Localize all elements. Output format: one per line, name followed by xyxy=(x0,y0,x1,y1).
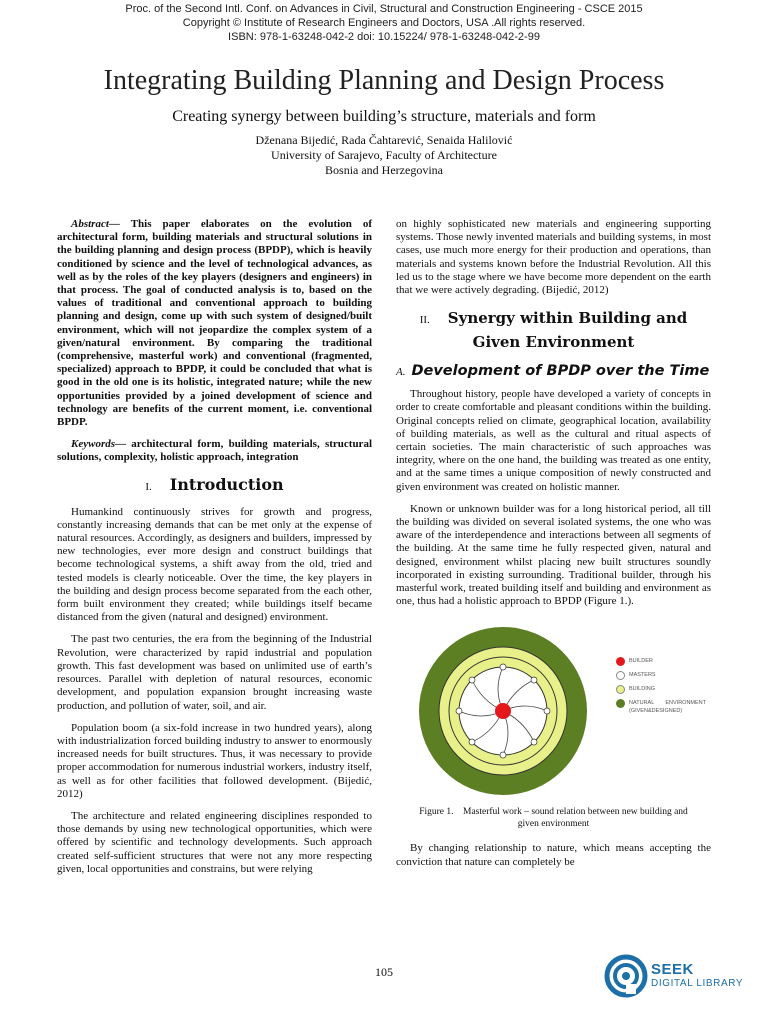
section-number: I. xyxy=(145,480,152,493)
legend-label: NATURAL ENVIRONMENT (GIVEN&DESIGNED) xyxy=(629,700,706,715)
keywords xyxy=(57,438,372,464)
figure-legend xyxy=(616,657,706,713)
conference-line: Proc. of the Second Intl. Conf. on Advances in Civil, Structural and Construction Engineering - CSCE 2015 xyxy=(125,3,643,15)
legend-item xyxy=(616,685,706,699)
keywords-text: architectural form, building materials, structural solutions, complexity, holistic approach, integration xyxy=(57,438,372,464)
caption-text: Masterful work – sound relation between new building and given environment xyxy=(463,807,688,829)
legend-swatch xyxy=(616,685,625,694)
copyright-line: Copyright © Institute of Research Engineers and Doctors, USA .All rights reserved. xyxy=(182,17,586,29)
abstract-text: This paper elaborates on the evolution of architectural form, building materials and structural solutions in the building planning and design process (BPDP), which is heavily conditioned by science and the level of technological advances, as well as by the roles of the key players (designers and engineers) in that process. The goal of conducted analysis is to, based on the values of traditional and conventional approach to building planning and design, come up with such system of designed/built environment, which will not jeopardize the complex system of a given/natural environment. By comparing the traditional (comprehensive, masterful work) and conventional (fragmented, specialized) approach to BPDP, it could be concluded that what is good in the old one is its holistic, integrated nature; while the new opportunities provided by a joined development of science and technology are benefits of the current moment, i.e. conventional BPDP. xyxy=(57,218,372,429)
abstract-label: Abstract— xyxy=(71,218,120,230)
paper-title: Integrating Building Planning and Design Process xyxy=(103,65,665,96)
isbn-line: ISBN: 978-1-63248-042-2 doi: 10.15224/ 978-1-63248-042-2-99 xyxy=(228,31,540,43)
subsection-number: A. xyxy=(396,366,406,379)
conference-header xyxy=(0,2,768,44)
section-heading-synergy xyxy=(396,307,711,353)
subsection-heading xyxy=(396,361,711,382)
author-names: Dženana Bijedić, Rada Čahtarević, Senaida Halilović xyxy=(255,133,513,147)
seek-logo-text xyxy=(651,962,743,990)
paragraph: Humankind continuously strives for growth and progress, constantly increasing demands that can be met only at the expense of natural resources. Accordingly, as designers and builders, impressed by new technologies, ever more design and construct buildings that become technological systems, a shift away from the old, tried and tested models is clearly noticeable. Over the time, the key players in the building and design process become separated from the each other, form built environment they created; while buildings itself became distanced from the given (natural and designed) environment. xyxy=(57,505,372,624)
legend-swatch xyxy=(616,657,625,666)
legend-label: MASTERS xyxy=(629,672,656,679)
paper-subtitle: Creating synergy between building’s structure, materials and form xyxy=(172,108,596,125)
legend-item xyxy=(616,657,706,671)
caption-number: Figure 1. xyxy=(419,807,454,818)
legend-label: BUILDING xyxy=(629,686,655,693)
paragraph: Throughout history, people have developed a variety of concepts in order to create comfortable and pleasant conditions within the building. Original concepts relied on climate, geographical location, availability of building materials, as well as the cultural and ritual aspects of certain societies. The main characteristic of such approaches was integrity, where on the one hand, the building was treated as one entity, and at the same times a unique composition of newly constructed and given environment was created on holistic manner. xyxy=(396,388,711,493)
seek-logo-icon xyxy=(604,954,648,998)
figure-1 xyxy=(396,617,711,803)
paragraph: The architecture and related engineering disciplines responded to those demands by using new technological opportunities, which were offered by scientific and technology developments. Such approach created self-sufficient structures that were not any more respecting given, local opportunities and constrains, but were relying xyxy=(57,809,372,875)
legend-swatch xyxy=(616,671,625,680)
legend-item xyxy=(616,671,706,685)
legend-label: BUILDER xyxy=(629,658,653,665)
paragraph: Known or unknown builder was for a long historical period, all till the building was divided on several isolated systems, the one who was aware of the interdependence and interactions between all segments of the building. At the same time he fully respected given, natural and designed, environment whilst placing new built structures soundly incorporated in existing surrounding. Traditional builder, through his masterful work, treated building itself and building and environment as one, thus had a holistic approach to BPDP (Figure 1.). xyxy=(396,502,711,608)
section-number: II. xyxy=(419,314,430,327)
section-title-line1: Synergy within Building and xyxy=(447,309,688,328)
page-number: 105 xyxy=(375,965,393,979)
keywords-label: Keywords— xyxy=(71,438,126,451)
subsection-title: Development of BPDP over the Time xyxy=(411,363,710,380)
seek-logo-subtitle: DIGITAL LIBRARY xyxy=(651,978,744,989)
author-affiliation: University of Sarajevo, Faculty of Architecture xyxy=(271,148,497,162)
figure-caption xyxy=(416,807,691,830)
section-title: Introduction xyxy=(169,474,284,494)
legend-item xyxy=(616,699,706,713)
section-heading-introduction xyxy=(57,474,372,498)
section-title-line2: Given Environment xyxy=(472,333,635,352)
legend-swatch xyxy=(616,699,625,708)
paragraph: By changing relationship to nature, which means accepting the conviction that nature can completely be xyxy=(396,842,711,868)
left-column xyxy=(57,218,372,885)
paragraph: Population boom (a six-fold increase in two hundred years), along with industrialization forced building industry to answer to enormously increased needs for built structures. Thus, it was necessary to provide proper accommodation for numerous industrial workers, industry itself, as well as for other facilities that followed development. (Bijedić, 2012) xyxy=(57,721,372,800)
seek-logo xyxy=(604,954,764,998)
paragraph: The past two centuries, the era from the beginning of the Industrial Revolution, were characterized by rapid industrial and population growth. This fast development was based on unlimited use of earth’s resources. Parallel with depletion of natural resources, economic development, and population expansion brought increasing waste production, and pollution of water, soil, and air. xyxy=(57,633,372,712)
author-country: Bosnia and Herzegovina xyxy=(325,163,443,177)
builder-node xyxy=(495,703,511,719)
abstract xyxy=(57,218,372,429)
author-block xyxy=(0,133,768,178)
seek-logo-title: SEEK xyxy=(651,961,694,978)
paragraph: on highly sophisticated new materials and engineering supporting systems. Those newly invented materials and building systems, in most cases, use much more energy for their production and operations, than materials and systems known before the Industrial Revolution. All this led us to the stage where we have become more dependent on the earth that we were actively degrading. (Bijedić, 2012) xyxy=(396,218,711,297)
right-column xyxy=(396,218,711,878)
